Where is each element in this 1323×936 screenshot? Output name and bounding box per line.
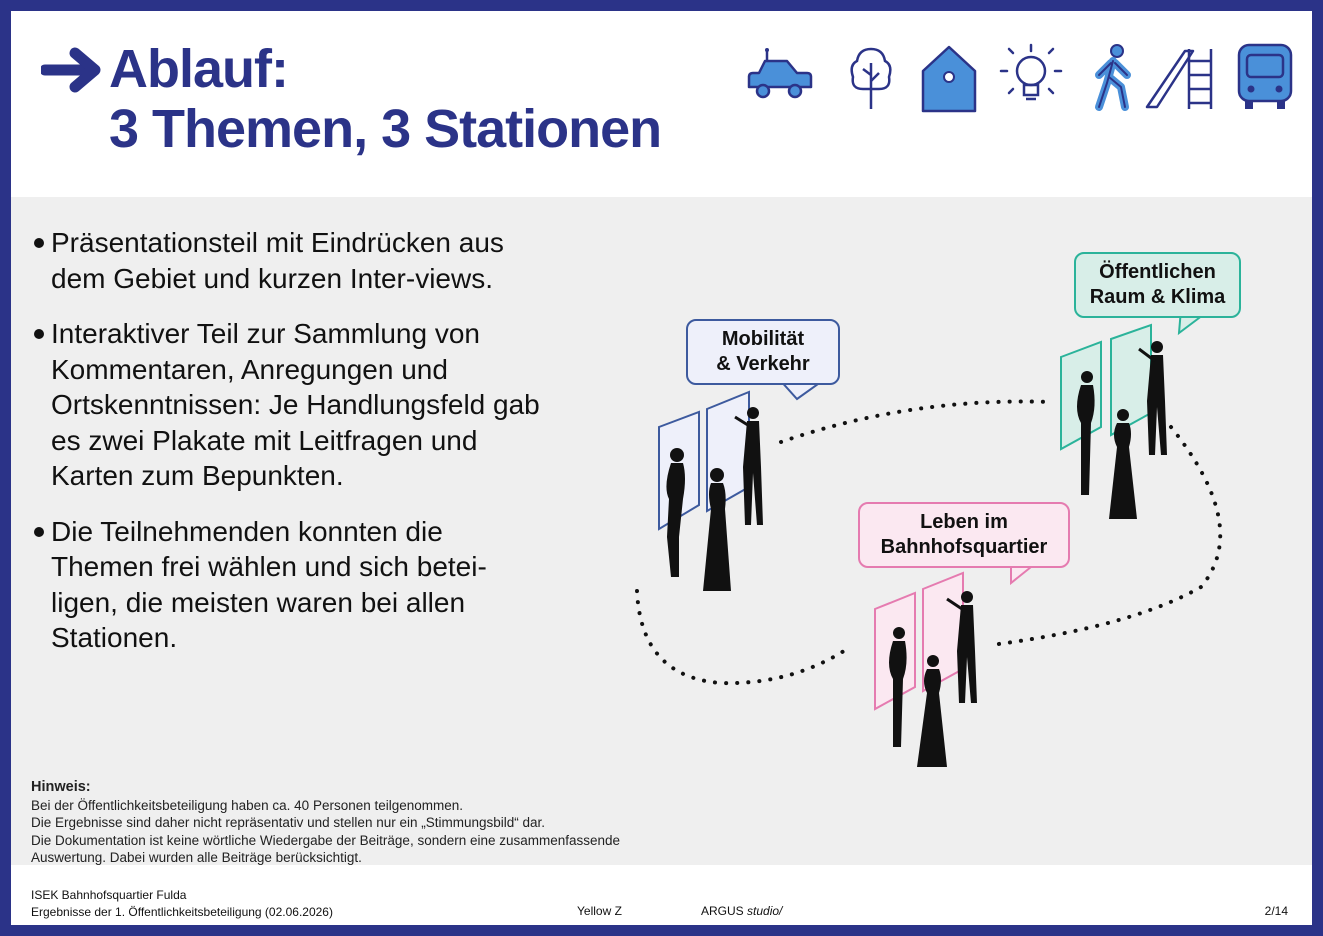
footer-project-info (31, 887, 333, 921)
topic-icons (745, 41, 1285, 113)
hint-note (31, 779, 751, 867)
content-area (11, 197, 1312, 865)
bullet-list (31, 225, 551, 676)
tree-icon (835, 41, 907, 113)
title-line-2: 3 Themen, 3 Stationen (109, 99, 662, 159)
bullet-item: Präsentationsteil mit Eindrücken aus dem Gebiet und kurzen Inter-views. (31, 225, 551, 296)
pedestrian-icon (1081, 41, 1153, 113)
bullet-dot-icon (34, 238, 44, 248)
footer-partner-yellowz: Yellow Z (577, 904, 622, 918)
hint-title: Hinweis: (31, 779, 91, 795)
bus-icon (1235, 41, 1295, 113)
station-label-climate: Öffentlichen Raum & Klima (1074, 252, 1241, 318)
slide-header (11, 11, 1312, 197)
car-icon (745, 41, 817, 113)
station-label-living: Leben im Bahnhofsquartier (858, 502, 1070, 568)
hint-line: Auswertung. Dabei wurden alle Beiträge berücksichtigt. (31, 850, 362, 865)
footer-subtitle: Ergebnisse der 1. Öffentlichkeitsbeteiligung (02.06.2026) (31, 905, 333, 919)
lightbulb-icon (999, 41, 1071, 113)
arrow-right-icon (41, 47, 103, 93)
hint-line: Die Dokumentation ist keine wörtliche Wiedergabe der Beiträge, sondern eine zusammenfassende (31, 832, 621, 848)
slide (11, 11, 1312, 925)
bullet-dot-icon (34, 329, 44, 339)
title-line-1: Ablauf: (109, 39, 288, 99)
bullet-item: Interaktiver Teil zur Sammlung von Kommentaren, Anregungen und Ortskenntnissen: Je Handlungsfeld gab es zwei Plakate mit Leitfragen und Karten zum Bepunkten. (31, 316, 551, 494)
page-title (109, 39, 661, 159)
page-number: 2/14 (1264, 904, 1288, 918)
slide-footer (11, 865, 1312, 925)
bullet-item: Die Teilnehmenden konnten die Themen frei wählen und sich betei-ligen, die meisten waren bei allen Stationen. (31, 514, 551, 656)
hint-line: Bei der Öffentlichkeitsbeteiligung haben ca. 40 Personen teilgenommen. (31, 797, 464, 813)
climate-posters (1061, 325, 1151, 449)
hint-line: Die Ergebnisse sind daher nicht repräsentativ und stellen nur ein „Stimmungsbild“ dar. (31, 815, 546, 830)
living-posters (875, 573, 963, 709)
station-label-mobility: Mobilität & Verkehr (686, 319, 840, 385)
slide-icon (1145, 41, 1217, 113)
bullet-dot-icon (34, 527, 44, 537)
footer-partner-argus: ARGUS studio/ (701, 904, 783, 918)
footer-project: ISEK Bahnhofsquartier Fulda (31, 888, 187, 902)
stations-illustration (611, 237, 1291, 797)
house-icon (917, 41, 989, 113)
